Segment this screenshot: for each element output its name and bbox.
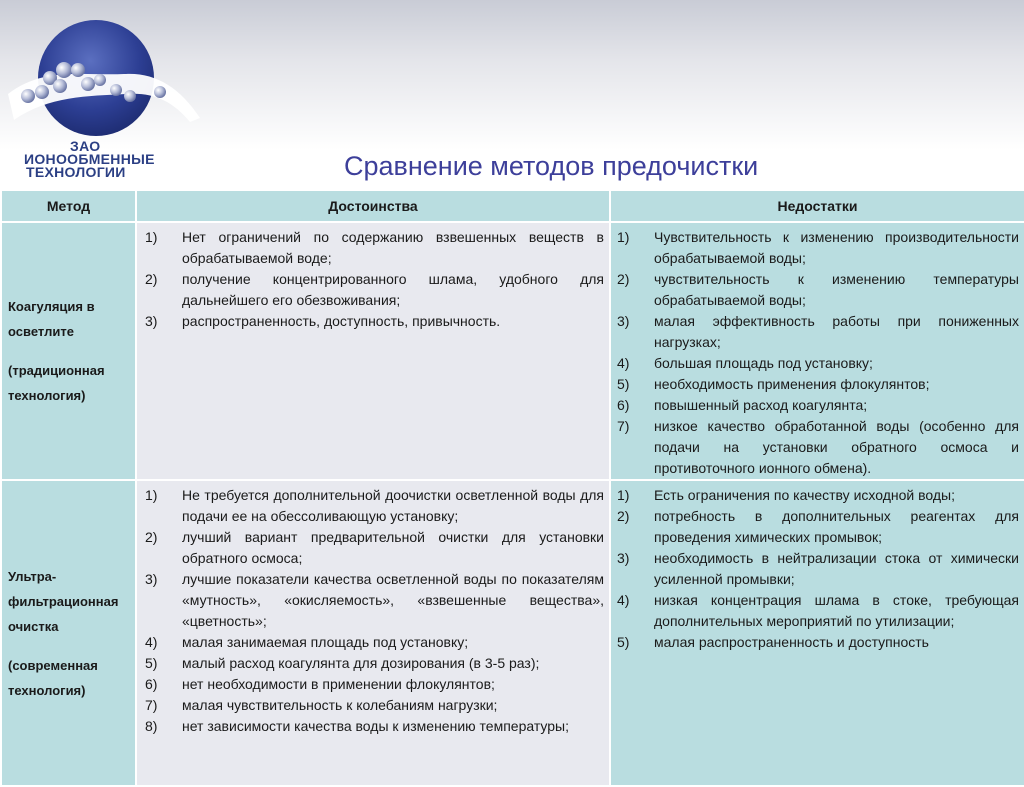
list-item-text: Не требуется дополнительной доочистки осветленной воды для подачи ее на обессоливающую установку; [182, 487, 604, 524]
list-item-text: малая распространенность и доступность [654, 634, 929, 650]
list-item-number: 2) [617, 271, 630, 287]
list-item-text: нет зависимости качества воды к изменению температуры; [182, 718, 569, 734]
list-item-text: потребность в дополнительных реагентах для проведения химических промывок; [654, 508, 1019, 545]
list-item-text: нет необходимости в применении флокулянтов; [182, 676, 495, 692]
logo-text [24, 140, 194, 179]
list-item-number: 4) [145, 634, 158, 650]
list-item-text: низкое качество обработанной воды (особенно для подачи на установки обратного осмоса и противоточного ионного обмена). [654, 418, 1019, 476]
list-item-number: 8) [145, 718, 158, 734]
method-note: (современная технология) [8, 657, 98, 698]
list-item [617, 395, 1019, 416]
list-item-text: необходимость в нейтрализации стока от химически усиленной промывки; [654, 550, 1019, 587]
list-item-text: малая занимаемая площадь под установку; [182, 634, 469, 650]
list-item-text: низкая концентрация шлама в стоке, требующая дополнительных мероприятий по утилизации; [654, 592, 1019, 629]
list-item-number: 3) [617, 313, 630, 329]
list-item [617, 416, 1019, 479]
list-item-number: 3) [617, 550, 630, 566]
company-logo [4, 16, 204, 180]
method-cell [1, 222, 136, 480]
cons-cell [610, 222, 1024, 480]
list-item-number: 1) [145, 229, 158, 245]
list-item-number: 6) [145, 676, 158, 692]
list-item-number: 1) [617, 229, 630, 245]
list-item [145, 311, 604, 332]
logo-line-1: ЗАО [70, 138, 101, 154]
list-item [145, 569, 604, 632]
list-item-number: 2) [617, 508, 630, 524]
list-item-number: 2) [145, 529, 158, 545]
list-item-text: Нет ограничений по содержанию взвешенных веществ в обрабатываемой воде; [182, 229, 604, 266]
logo-line-2: ИОНООБМЕННЫЕ [24, 151, 155, 167]
list-item-text: лучшие показатели качества осветленной воды по показателям «мутность», «окисляемость», «взвешенные вещества», «цветность»; [182, 571, 604, 629]
list-item-number: 1) [617, 487, 630, 503]
pros-cell [136, 480, 610, 786]
method-note: (традиционная технология) [8, 363, 105, 403]
list-item-text: малая эффективность работы при пониженных нагрузках; [654, 313, 1019, 350]
header-cons: Недостатки [610, 190, 1024, 222]
list-item [145, 716, 604, 737]
list-item-text: Есть ограничения по качеству исходной воды; [654, 487, 955, 503]
list-item-number: 3) [145, 313, 158, 329]
list-item [145, 227, 604, 269]
list-item-number: 7) [617, 418, 630, 434]
list-item-text: чувствительность к изменению температуры обрабатываемой воды; [654, 271, 1019, 308]
list-item-text: малая чувствительность к колебаниям нагрузки; [182, 697, 498, 713]
list-item [617, 269, 1019, 311]
header-pros: Достоинства [136, 190, 610, 222]
list-item-number: 1) [145, 487, 158, 503]
globe-ribbon-icon [4, 16, 204, 141]
list-item-text: большая площадь под установку; [654, 355, 873, 371]
pros-cell [136, 222, 610, 480]
list-item-number: 4) [617, 355, 630, 371]
header-method: Метод [1, 190, 136, 222]
list-item [145, 269, 604, 311]
list-item [617, 506, 1019, 548]
list-item [617, 353, 1019, 374]
list-item-text: необходимость применения флокулянтов; [654, 376, 930, 392]
list-item-text: получение концентрированного шлама, удобного для дальнейшего его обезвоживания; [182, 271, 604, 308]
list-item [617, 227, 1019, 269]
page-title: Сравнение методов предочистки [344, 151, 759, 181]
table-header-row [1, 190, 1024, 222]
list-item-number: 5) [617, 634, 630, 650]
method-name: Ультра-фильтрационная очистка [8, 568, 119, 634]
list-item [145, 632, 604, 653]
list-item [145, 653, 604, 674]
list-item [617, 632, 1019, 653]
table-row [1, 222, 1024, 480]
cons-cell [610, 480, 1024, 786]
comparison-table [0, 189, 1024, 787]
list-item [617, 548, 1019, 590]
logo-line-3: ТЕХНОЛОГИИ [26, 164, 126, 180]
list-item-number: 7) [145, 697, 158, 713]
list-item [617, 311, 1019, 353]
list-item-number: 5) [145, 655, 158, 671]
list-item-text: повышенный расход коагулянта; [654, 397, 868, 413]
method-cell [1, 480, 136, 786]
list-item-number: 5) [617, 376, 630, 392]
list-item [145, 527, 604, 569]
method-name: Коагуляция в осветлите [8, 299, 95, 339]
list-item-number: 3) [145, 571, 158, 587]
list-item-text: Чувствительность к изменению производительности обрабатываемой воды; [654, 229, 1019, 266]
list-item [145, 485, 604, 527]
list-item [617, 590, 1019, 632]
list-item [145, 695, 604, 716]
list-item-text: лучший вариант предварительной очистки для установки обратного осмоса; [182, 529, 604, 566]
list-item [145, 674, 604, 695]
list-item-text: распространенность, доступность, привычность. [182, 313, 501, 329]
list-item-text: малый расход коагулянта для дозирования (в 3-5 раз); [182, 655, 540, 671]
table-row [1, 480, 1024, 786]
list-item-number: 4) [617, 592, 630, 608]
list-item-number: 6) [617, 397, 630, 413]
list-item [617, 485, 1019, 506]
list-item-number: 2) [145, 271, 158, 287]
list-item [617, 374, 1019, 395]
